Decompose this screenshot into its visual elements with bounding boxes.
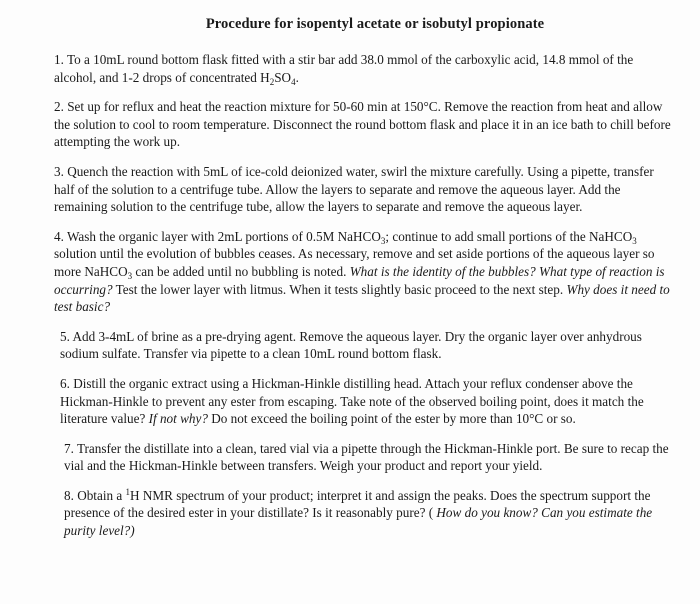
- step-2-text: 2. Set up for reflux and heat the reaction mixture for 50-60 min at 150°C. Remove the reaction from heat and allow the solution to cool to room temperature. Disconnect the round bottom flask and place it in an ice bath to chill before attempting the work up.: [54, 99, 671, 150]
- step-1: [54, 51, 676, 86]
- step-7: [54, 440, 676, 475]
- step-3-text: 3. Quench the reaction with 5mL of ice-cold deionized water, swirl the mixture carefully. Using a pipette, transfer half of the solution to a centrifuge tube. Allow the layers to separate and remove the aqueous layer. Add the remaining solution to the centrifuge tube, allow the layers to separate and remove the aqueous layer.: [54, 163, 654, 215]
- step-2: [54, 98, 676, 151]
- step-5-text: 5. Add 3-4mL of brine as a pre-drying agent. Remove the aqueous layer. Dry the organic layer over anhydrous sodium sulfate. Transfer via pipette to a clean 10mL round bottom flask.: [60, 328, 642, 362]
- step-4: [54, 228, 676, 316]
- step-4-text: 4. Wash the organic layer with 2mL portions of 0.5M NaHCO$_3$; continue to add small portions of the NaHCO$_3$ solution until the evolution of bubbles ceases. As necessary, remove and set aside portions of the aqueous layer so more NaHCO$_3$ can be added until no bubbling is noted. What is the identity of the bubbles? What type of reaction is occurring? Test the lower layer with litmus. When it tests slightly basic proceed to the next step. Why does it need to test basic?: [54, 228, 670, 315]
- step-8: [54, 487, 676, 540]
- page-title: Procedure for isopentyl acetate or isobutyl propionate: [205, 16, 545, 32]
- step-1-text: 1. To a 10mL round bottom flask fitted with a stir bar add 38.0 mmol of the carboxylic acid, 14.8 mmol of the alcohol, and 1-2 drops of concentrated $H_2SO_4$.: [54, 52, 634, 87]
- step-6-text: 6. Distill the organic extract using a Hickman-Hinkle distilling head. Attach your reflux condenser above the Hickman-Hinkle to prevent any ester from escaping. Take note of the observed boiling point, does it match the literature value? If not why? Do not exceed the boiling point of the ester by more than 10°C or so.: [60, 375, 644, 427]
- step-6: [54, 375, 676, 428]
- step-8-question: How do you know? Can you estimate the purity level?): [64, 505, 653, 539]
- step-8-text: 8. Obtain a $^1$H NMR spectrum of your product; interpret it and assign the peaks. Does the spectrum support the presence of the desired ester in your distillate? Is it reasonably pure? ( How do you know? Can you estimate the purity level?): [64, 486, 653, 539]
- step-4-question-2: Why does it need to test basic?: [54, 281, 670, 315]
- step-5: [54, 328, 676, 363]
- step-6-question: If not why?: [148, 411, 208, 427]
- step-3: [54, 163, 676, 216]
- step-7-text: 7. Transfer the distillate into a clean, tared vial via a pipette through the Hickman-Hinkle port. Be sure to recap the vial and the Hickman-Hinkle between transfers. Weigh your product and report your yield.: [64, 440, 669, 474]
- step-4-question-1: What is the identity of the bubbles? What type of reaction is occurring?: [54, 263, 665, 297]
